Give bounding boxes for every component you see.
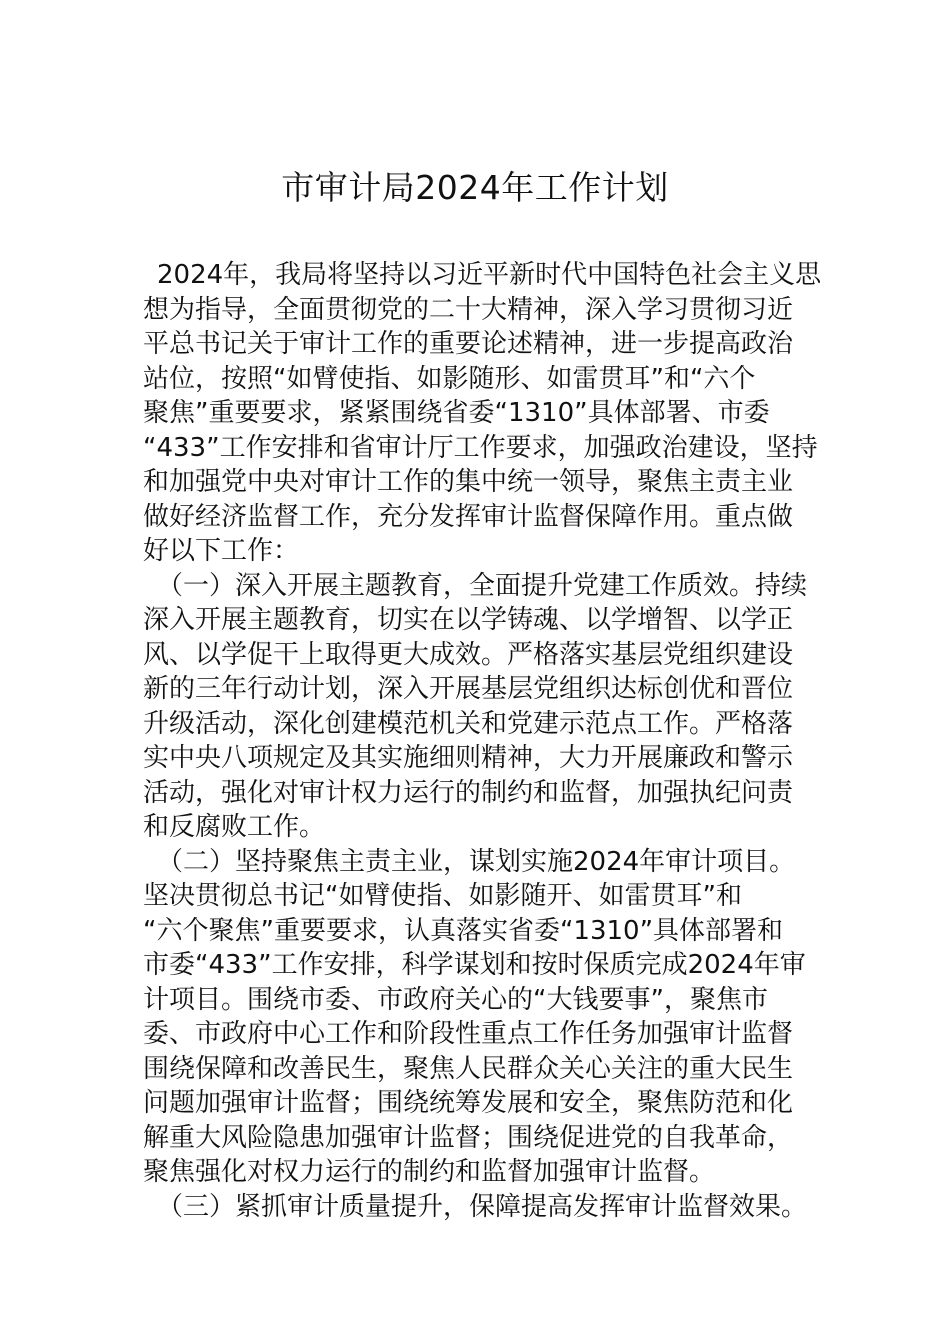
body-line: 新的三年行动计划，深入开展基层党组织达标创优和晋位 <box>143 674 794 704</box>
body-line: 围绕保障和改善民生，聚焦人民群众关心关注的重大民生 <box>143 1053 794 1084</box>
body-line: “433”工作安排和省审计厅工作要求，加强政治建设，坚持 <box>143 432 818 463</box>
body-line: 问题加强审计监督；围绕统筹发展和安全，聚焦防范和化 <box>143 1088 794 1118</box>
body-line: 深入开展主题教育，切实在以学铸魂、以学增智、以学正 <box>143 605 794 635</box>
body-line: （二）坚持聚焦主责主业，谋划实施2024年审计项目。 <box>157 846 796 877</box>
body-line: 解重大风险隐患加强审计监督；围绕促进党的自我革命， <box>143 1122 794 1153</box>
body-line: 聚焦强化对权力运行的制约和监督加强审计监督。 <box>143 1157 716 1187</box>
body-line: 升级活动，深化创建模范机关和党建示范点工作。严格落 <box>143 708 794 739</box>
body-line: 好以下工作： <box>143 536 300 566</box>
document-body <box>143 258 823 1224</box>
body-line: 和加强党中央对审计工作的集中统一领导，聚焦主责主业 <box>143 467 794 497</box>
body-line: 活动，强化对审计权力运行的制约和监督，加强执纪问责 <box>143 777 794 808</box>
body-line: 2024年，我局将坚持以习近平新时代中国特色社会主义思 <box>157 260 822 290</box>
body-line: （三）紧抓审计质量提升，保障提高发挥审计监督效果。 <box>157 1191 808 1222</box>
body-line: 平总书记关于审计工作的重要论述精神，进一步提高政治 <box>143 329 794 359</box>
body-line: 实中央八项规定及其实施细则精神，大力开展廉政和警示 <box>143 743 794 773</box>
body-line: 委、市政府中心工作和阶段性重点工作任务加强审计监督 <box>143 1019 794 1049</box>
body-line: 想为指导，全面贯彻党的二十大精神，深入学习贯彻习近 <box>143 294 794 325</box>
body-line: “六个聚焦”重要要求，认真落实省委“1310”具体部署和 <box>143 915 784 946</box>
body-line: （一）深入开展主题教育，全面提升党建工作质效。持续 <box>157 570 808 601</box>
body-line: 风、以学促干上取得更大成效。严格落实基层党组织建设 <box>143 639 794 670</box>
document-title: 市审计局2024年工作计划 <box>281 168 669 207</box>
body-line: 聚焦”重要要求，紧紧围绕省委“1310”具体部署、市委 <box>143 398 770 428</box>
body-line: 市委“433”工作安排，科学谋划和按时保质完成2024年审 <box>143 950 806 980</box>
body-line: 做好经济监督工作，充分发挥审计监督保障作用。重点做 <box>143 501 794 532</box>
body-line: 坚决贯彻总书记“如臂使指、如影随开、如雷贯耳”和 <box>143 881 742 911</box>
body-line: 计项目。围绕市委、市政府关心的“大钱要事”，聚焦市 <box>143 984 768 1015</box>
body-line: 站位，按照“如臂使指、如影随形、如雷贯耳”和“六个 <box>143 363 756 394</box>
body-line: 和反腐败工作。 <box>143 812 326 842</box>
